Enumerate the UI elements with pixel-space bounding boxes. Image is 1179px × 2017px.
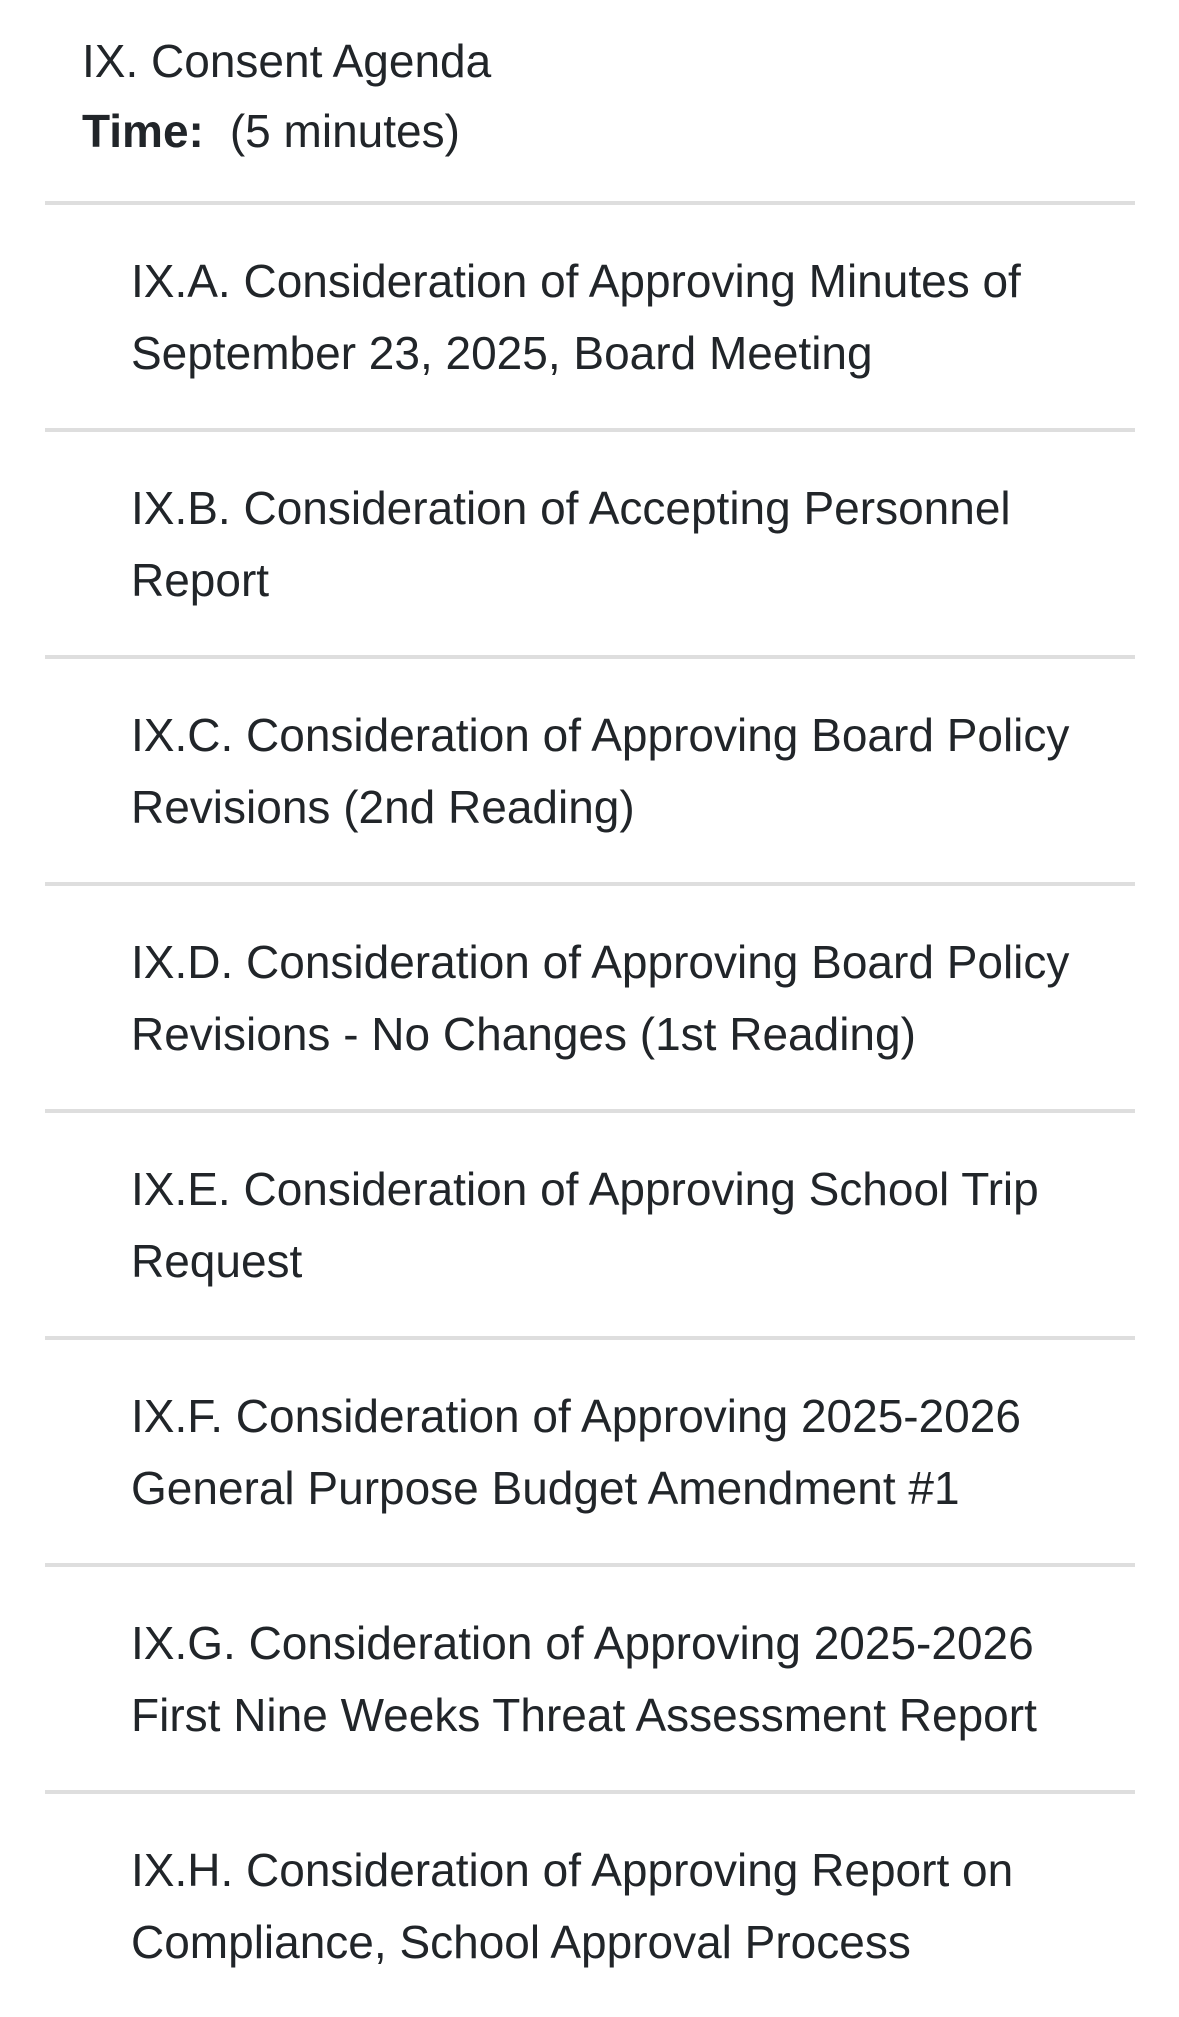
agenda-item-label: IX.F. Consideration of Approving 2025-2026 General Purpose Budget Amendment #1 [131,1390,1021,1514]
agenda-item-ix-c[interactable] [45,655,1135,882]
agenda-item-ix-d[interactable] [45,882,1135,1109]
agenda-item-label: IX.C. Consideration of Approving Board Policy Revisions (2nd Reading) [131,709,1070,833]
section-title: IX. Consent Agenda [82,35,492,87]
agenda-item-label: IX.G. Consideration of Approving 2025-2026 First Nine Weeks Threat Assessment Report [131,1617,1037,1741]
agenda-item-ix-h[interactable] [45,1790,1135,2017]
agenda-item-label: IX.E. Consideration of Approving School Trip Request [131,1163,1039,1287]
agenda-item-label: IX.B. Consideration of Accepting Personnel Report [131,482,1011,606]
agenda-item-label: IX.H. Consideration of Approving Report on Compliance, School Approval Process [131,1844,1014,1968]
section-header [82,26,1139,166]
agenda-item-label: IX.A. Consideration of Approving Minutes of September 23, 2025, Board Meeting [131,255,1021,379]
time-value: (5 minutes) [229,105,460,157]
section-time [82,96,1139,166]
agenda-item-list [45,201,1135,2017]
time-label: Time: [82,105,204,157]
agenda-item-ix-f[interactable] [45,1336,1135,1563]
agenda-item-ix-b[interactable] [45,428,1135,655]
agenda-item-ix-g[interactable] [45,1563,1135,1790]
agenda-item-ix-a[interactable] [45,201,1135,428]
agenda-item-ix-e[interactable] [45,1109,1135,1336]
agenda-item-label: IX.D. Consideration of Approving Board Policy Revisions - No Changes (1st Reading) [131,936,1070,1060]
